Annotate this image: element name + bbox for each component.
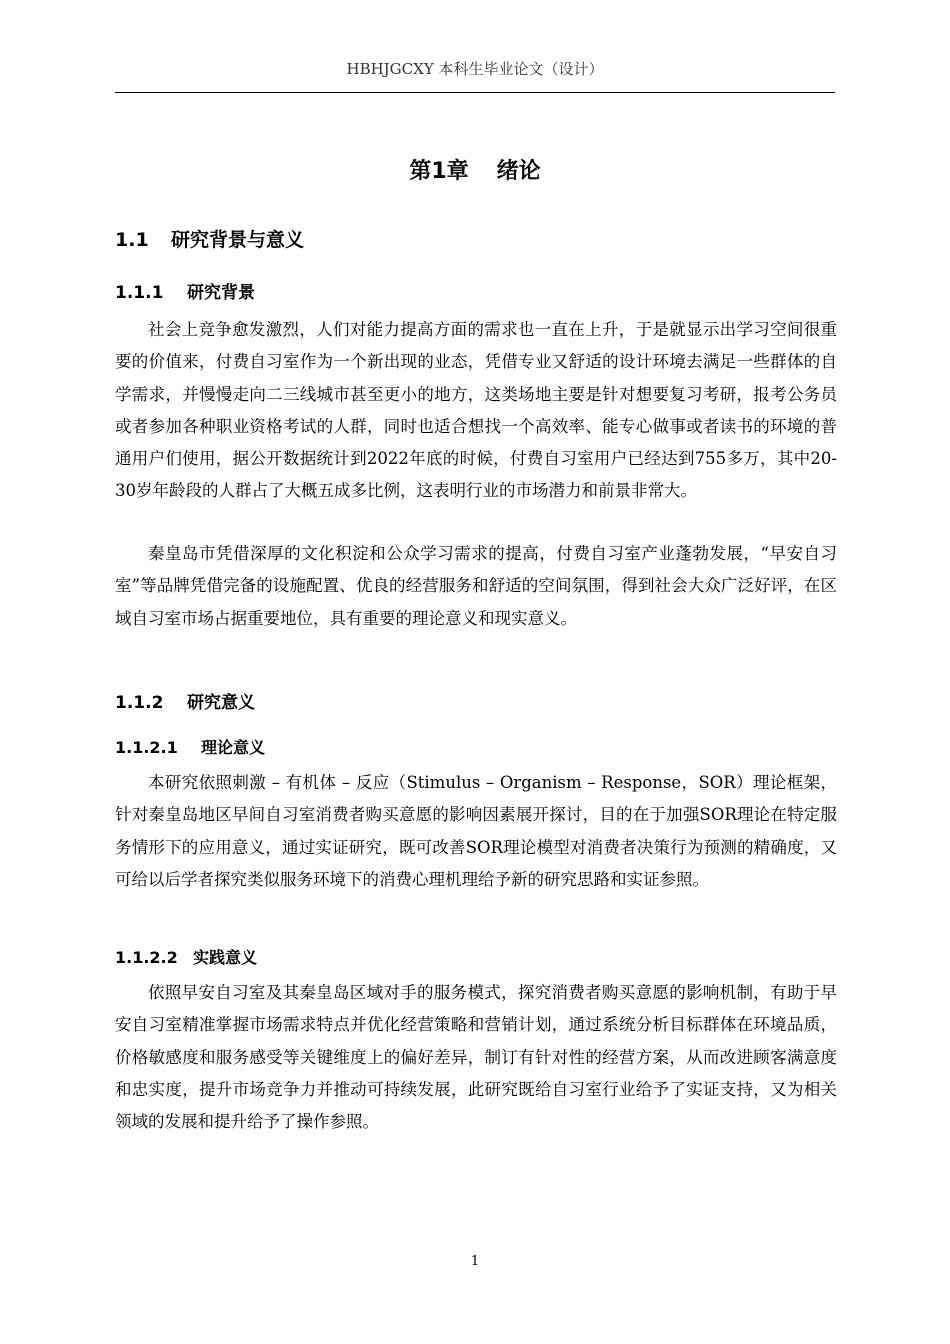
section-number: 1.1.2.1 — [115, 738, 178, 757]
paragraph-background-2: 秦皇岛市凭借深厚的文化积淀和公众学习需求的提高，付费自习室产业蓬勃发展，“早安自习室”等品牌凭借完备的设施配置、优良的经营服务和舒适的空间氛围，得到社会大众广泛好评，在区域自习室市场占据重要地位，具有重要的理论意义和现实意义。 — [115, 544, 837, 628]
section-title: 研究背景与意义 — [171, 229, 305, 251]
section-number: 1.1.2 — [115, 693, 164, 713]
section-title: 实践意义 — [193, 948, 258, 967]
paragraph-background-1: 社会上竞争愈发激烈，人们对能力提高方面的需求也一直在上升，于是就显示出学习空间很重要的价值来，付费自习室作为一个新出现的业态，凭借专业又舒适的设计环境去满足一些群体的自学需求，并慢慢走向二三线城市甚至更小的地方，这类场地主要是针对想要复习考研，报考公务员或者参加各种职业资格考试的人群，同时也适合想找一个高效率、能专心做事或者读书的环境的普通用户们使用，据公开数据统计到2022年底的时候，付费自习室用户已经达到755多万，其中20-30岁年龄段的人群占了大概五成多比例，这表明行业的市场潜力和前景非常大。 — [115, 320, 837, 501]
section-title: 研究意义 — [187, 693, 255, 713]
section-title: 理论意义 — [201, 738, 266, 757]
paragraph-theory: 本研究依照刺激 – 有机体 – 反应（Stimulus – Organism – Response，SOR）理论框架，针对秦皇岛地区早间自习室消费者购买意愿的影响因素展开探讨，目的在于加强SOR理论在特定服务情形下的应用意义，通过实证研究，既可改善SOR理论模型对消费者决策行为预测的精确度，又可给以后学者探究类似服务环境下的消费心理机理给予新的研究思路和实证参照。 — [115, 773, 837, 889]
section-title: 研究背景 — [187, 283, 255, 303]
section-number: 1.1.2.2 — [115, 948, 178, 967]
paragraph-practice: 依照早安自习室及其秦皇岛区域对手的服务模式，探究消费者购买意愿的影响机制，有助于早安自习室精准掌握市场需求特点并优化经营策略和营销计划，通过系统分析目标群体在环境品质，价格敏感度和服务感受等关键维度上的偏好差异，制订有针对性的经营方案，从而改进顾客满意度和忠实度，提升市场竞争力并推动可持续发展，此研究既给自习室行业给予了实证支持，又为相关领域的发展和提升给予了操作参照。 — [115, 983, 837, 1132]
chapter-title — [115, 154, 835, 185]
header-rule — [115, 92, 835, 93]
section-heading-1-1-2-2 — [115, 945, 257, 968]
section-heading-1-1-2 — [115, 688, 255, 713]
chapter-number: 第1章 — [409, 159, 469, 184]
page-number: 1 — [470, 1254, 480, 1269]
running-header: HBHJGCXY 本科生毕业论文（设计） — [346, 60, 604, 78]
section-number: 1.1.1 — [115, 283, 164, 303]
section-heading-1-1-1 — [115, 278, 255, 303]
section-number: 1.1 — [115, 229, 149, 251]
section-heading-1-1 — [115, 225, 304, 252]
chapter-name: 绪论 — [496, 159, 541, 184]
section-heading-1-1-2-1 — [115, 735, 265, 758]
